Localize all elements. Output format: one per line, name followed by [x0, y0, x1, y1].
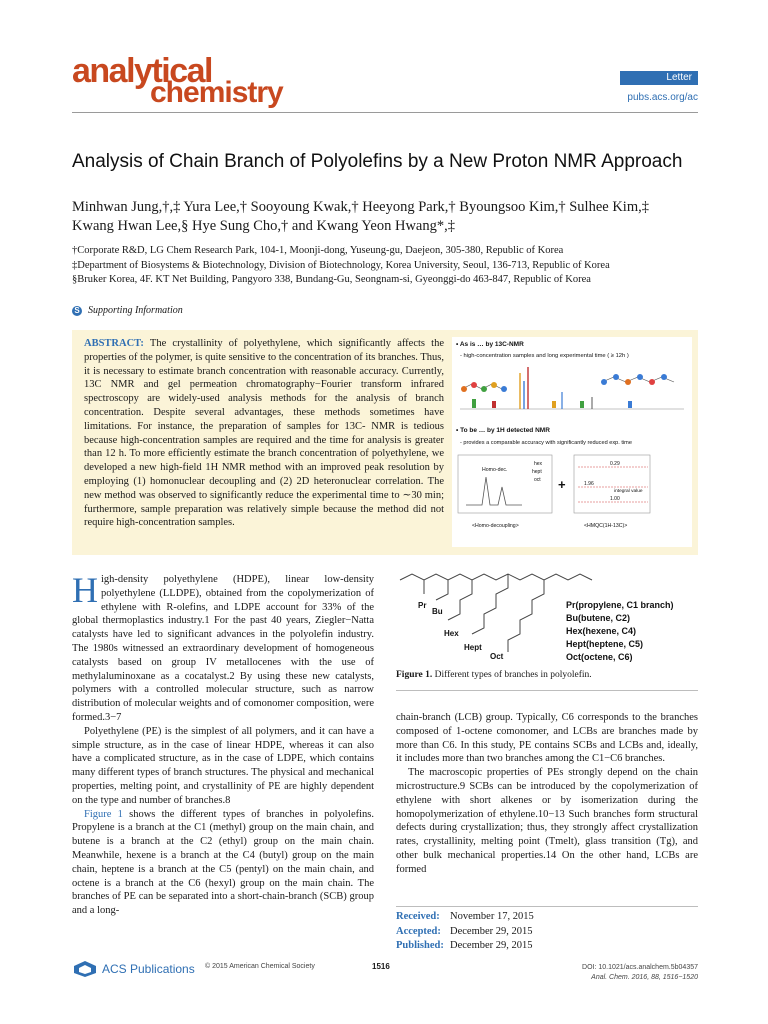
figure-label-hept: Hept [464, 643, 482, 652]
page-number: 1516 [372, 962, 390, 971]
figure-caption-label: Figure 1. [396, 670, 433, 680]
paragraph-4: chain-branch (LCB) group. Typically, C6 corresponds to the branches composed of 1-octene comonomer, and LCBs are branches made by more than C6. In this study, PE contains SCBs and LCBs and, ideally, it includes more than two branches among the C1−C6 branches. [396, 712, 698, 765]
figure-caption-text: Different types of branches in polyolefin. [432, 670, 592, 680]
body-left-column [72, 570, 374, 918]
date-accepted [396, 925, 698, 940]
date-published [396, 939, 698, 954]
figure-1 [396, 566, 698, 678]
toc-val3: 1.00 [610, 496, 620, 502]
date-value: December 29, 2015 [450, 940, 533, 951]
figure-label-bu: Bu [432, 607, 443, 616]
paragraph-3-text: shows the different types of branches in polyolefins. Propylene is a branch at the C1 (methyl) group on the main chain, and butene is a branch at the C2 (ethyl) group on the main chain. Meanwhile, hexene is a branch at the C4 (butyl) group on the main chain, heptene is a branch at the C5 (pentyl) on the main chain, and octene is a branch at the C6 (hexyl) group on the main chain. The branches of PE can be separated into a short-chain-branch (SCB) group and a long- [72, 808, 374, 917]
article-title: Analysis of Chain Branch of Polyolefins by a New Proton NMR Approach [72, 151, 683, 172]
figure-label-pr: Pr [418, 601, 427, 610]
date-label: Received: [396, 911, 440, 922]
abstract-body: The crystallinity of polyethylene, which significantly affects the properties of the polymer, is quite sensitive to the concentration of its branches. Thus, it is necessary to estimate branch concentration with reasonable accuracy. Currently, 13C NMR and gel permeation chromatography−Fourier transform infrared spectroscopy are widely-used analysis methods for the analysis of branch concentration. Despite several advantages, these methods sometimes have limitations. For instance, the preparation of samples for 13C- NMR is tedious because high-concentration samples are required and the time for analysis is greater than 12 h. To more efficiently estimate the branch concentration of polyethylene, we developed a new high-field 1H NMR method with an improved peak resolution by employing (1) homonuclear decoupling and (2) 2D heteronuclear correlation. The new method was observed to significantly reduce the experimental time to ∼30 min; furthermore, sample preparation was relatively simple because the method did not require high-concentration samples. [84, 338, 445, 529]
abstract-label: ABSTRACT: [84, 338, 144, 349]
supporting-info-label: Supporting Information [88, 305, 183, 316]
toc-val2: 1.96 [584, 481, 594, 487]
journal-logo [72, 54, 292, 114]
toc-to-be: • To be … by 1H detected NMR [456, 427, 550, 434]
date-received [396, 910, 698, 925]
paragraph-1 [72, 570, 374, 725]
figure-label-oct: Oct [490, 652, 504, 661]
publication-dates [396, 906, 698, 954]
toc-graphic [452, 337, 692, 547]
acs-publications-label: ACS Publications [102, 962, 195, 976]
paragraph-2: Polyethylene (PE) is the simplest of all polymers, and it can have a simple structure, as in the case of linear HDPE, whereas it can also have a complicated structure, as in the case of LDPE, which contains many different types of branch structures. The physical and mechanical properties, melting point, and crystallinity of PE are highly dependent on the type and number of branches.8 [72, 725, 374, 806]
figure-legend-2: Bu(butene, C2) [566, 613, 630, 623]
paragraph-5: The macroscopic properties of PEs strongly depend on the chain microstructure.9 SCBs can be introduced by the copolymerization of ethylene with short alkenes or by isomerization during the homopolymerization of ethylene.10−13 Such branches form structural defects during crystallization; thus, they strongly affect crystallization rates, crystallinity, melting point (Tmelt), glass transition (Tg), and other bulk mechanical properties.14 On the other hand, LCBs are formed [396, 767, 698, 875]
date-label: Accepted: [396, 925, 441, 937]
figure-1-caption [396, 670, 698, 680]
figure-legend-1: Pr(propylene, C1 branch) [566, 600, 674, 610]
toc-graphic-svg [452, 337, 692, 547]
author-list [72, 198, 712, 236]
toc-hex: hex [534, 461, 543, 467]
toc-homo-caption: <Homo-decoupling> [472, 523, 519, 529]
toc-integral: integral value [614, 489, 643, 494]
affiliation-3: §Bruker Korea, 4F. KT Net Building, Pangyoro 338, Bundang-Gu, Seongnam-si, Gyeonggi-do 463-847, Republic of Korea [72, 274, 591, 285]
journal-logo-line2: chemistry [150, 76, 283, 109]
figure-legend-5: Oct(octene, C6) [566, 652, 633, 662]
toc-hept: hept [532, 469, 542, 475]
toc-to-be-note: - provides a comparable accuracy with significantly reduced exp. time [460, 440, 632, 446]
doi-link[interactable]: DOI: 10.1021/acs.analchem.5b04357 [582, 964, 698, 971]
figure-legend-4: Hept(heptene, C5) [566, 639, 644, 649]
date-label: Published: [396, 940, 444, 951]
journal-logo-line1: analytical [72, 52, 212, 90]
supporting-info-link[interactable] [72, 305, 183, 316]
figure-label-hex: Hex [444, 629, 459, 638]
figure-1-link[interactable]: Figure 1 [84, 808, 123, 820]
acs-hexagon-icon [72, 960, 98, 978]
toc-as-is: • As is … by 13C-NMR [456, 341, 524, 348]
toc-hmqc-caption: <HMQC(1H-13C)> [584, 523, 628, 529]
article-type-badge: Letter [620, 71, 698, 85]
affiliation-1: †Corporate R&D, LG Chem Research Park, 104-1, Moonji-dong, Yuseung-gu, Daejeon, 305-380, Republic of Korea [72, 245, 564, 256]
affiliations [72, 244, 712, 288]
paragraph-3 [72, 808, 374, 918]
authors-line-1: Minhwan Jung,†,‡ Yura Lee,† Sooyoung Kwak,† Heeyong Park,† Byoungsoo Kim,† Sulhee Kim,‡ [72, 199, 649, 215]
toc-as-is-note: - high-concentration samples and long experimental time ( ≥ 12h ) [460, 353, 629, 359]
date-value: December 29, 2015 [450, 925, 533, 937]
copyright-notice: © 2015 American Chemical Society [205, 963, 315, 970]
figure-legend-3: Hex(hexene, C4) [566, 626, 637, 636]
date-value: November 17, 2015 [450, 911, 534, 922]
journal-url-link[interactable]: pubs.acs.org/ac [627, 92, 698, 103]
figure-1-svg [396, 566, 698, 670]
doi-citation [520, 963, 698, 983]
toc-val1: 0.29 [610, 461, 620, 467]
paragraph-1-text: igh-density polyethylene (HDPE), linear low-density polyethylene (LLDPE), obtained from the copolymerization of ethylene with R-olefins, and LDPE account for 33% of the global thermoplastics industry.1 For the past 40 years, Ziegler−Natta catalysts have led to significant advances in the polyolefin industry. The 1980s witnessed an extraordinary development of homogeneous catalysts based on group IV metallocenes with the use of methylaluminoxane as a cocatalyst.2 By using these new catalysts, polymers with a controlled molecular structure, such as narrow distribution of molecular weights and of comonomer composition, were formed.3−7 [72, 574, 374, 723]
supporting-info-icon: S [72, 306, 82, 316]
affiliation-2: ‡Department of Biosystems & Biotechnology, Division of Biotechnology, Korea University, Seoul, 136-713, Republic of Korea [72, 259, 610, 271]
body-right-column [396, 711, 698, 877]
toc-homo-dec: Homo-dec. [482, 467, 508, 473]
abstract-text [84, 337, 444, 530]
figure-divider [396, 690, 698, 691]
citation: Anal. Chem. 2016, 88, 1516−1520 [591, 974, 698, 981]
drop-cap: H [72, 570, 98, 610]
toc-oct: oct [534, 477, 541, 483]
authors-line-2: Kwang Hwan Lee,§ Hye Sung Cho,† and Kwang Yeon Hwang*,‡ [72, 218, 455, 234]
toc-plus: + [558, 477, 566, 492]
acs-publications-logo[interactable] [72, 958, 197, 980]
header-divider [72, 112, 698, 113]
